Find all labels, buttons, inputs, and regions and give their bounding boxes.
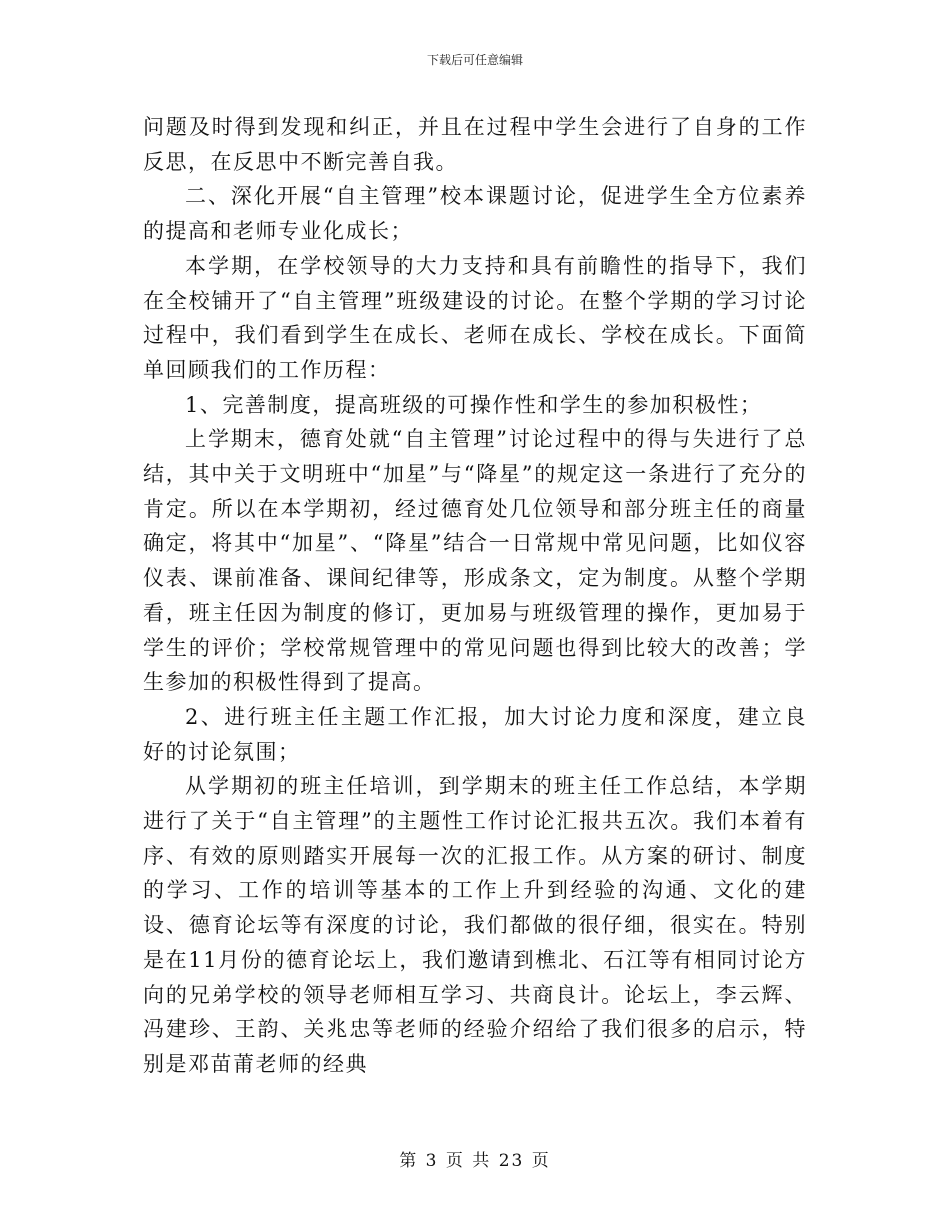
page-footer: 第 3 页 共 23 页: [399, 1151, 551, 1171]
paragraph-subheading: 2、进行班主任主题工作汇报，加大讨论力度和深度，建立良好的讨论氛围；: [143, 704, 807, 764]
paragraph-section-heading: 二、深化开展“自主管理”校本课题讨论，促进学生全方位素养的提高和老师专业化成长；: [143, 184, 807, 244]
paragraph: 上学期末，德育处就“自主管理”讨论过程中的得与失进行了总结，其中关于文明班中“加星”与“降星”的规定这一条进行了充分的肯定。所以在本学期初，经过德育处几位领导和部分班主任的商量确定，将其中“加星”、“降星”结合一日常规中常见问题，比如仪容仪表、课前准备、课间纪律等，形成条文，定为制度。从整个学期看，班主任因为制度的修订，更加易与班级管理的操作，更加易于学生的评价；学校常规管理中的常见问题也得到比较大的改善；学生参加的积极性得到了提高。: [143, 427, 807, 695]
paragraph: 问题及时得到发现和纠正，并且在过程中学生会进行了自身的工作反思，在反思中不断完善自我。: [143, 115, 807, 174]
paragraph: 本学期，在学校领导的大力支持和具有前瞻性的指导下，我们在全校铺开了“自主管理”班级建设的讨论。在整个学期的学习讨论过程中，我们看到学生在成长、老师在成长、学校在成长。下面简单回顾我们的工作历程：: [143, 253, 807, 382]
page-header: 下载后可任意编辑: [426, 53, 523, 67]
paragraph-subheading: 1、完善制度，提高班级的可操作性和学生的参加积极性；: [185, 392, 763, 417]
paragraph: 从学期初的班主任培训，到学期末的班主任工作总结，本学期进行了关于“自主管理”的主题性工作讨论汇报共五次。我们本着有序、有效的原则踏实开展每一次的汇报工作。从方案的研讨、制度的学习、工作的培训等基本的工作上升到经验的沟通、文化的建设、德育论坛等有深度的讨论，我们都做的很仔细，很实在。特别是在11月份的德育论坛上，我们邀请到樵北、石江等有相同讨论方向的兄弟学校的领导老师相互学习、共商良计。论坛上，李云辉、冯建珍、王韵、关兆忠等老师的经验介绍给了我们很多的启示，特别是邓苗莆老师的经典: [143, 774, 807, 1076]
document-body: [143, 110, 807, 1082]
